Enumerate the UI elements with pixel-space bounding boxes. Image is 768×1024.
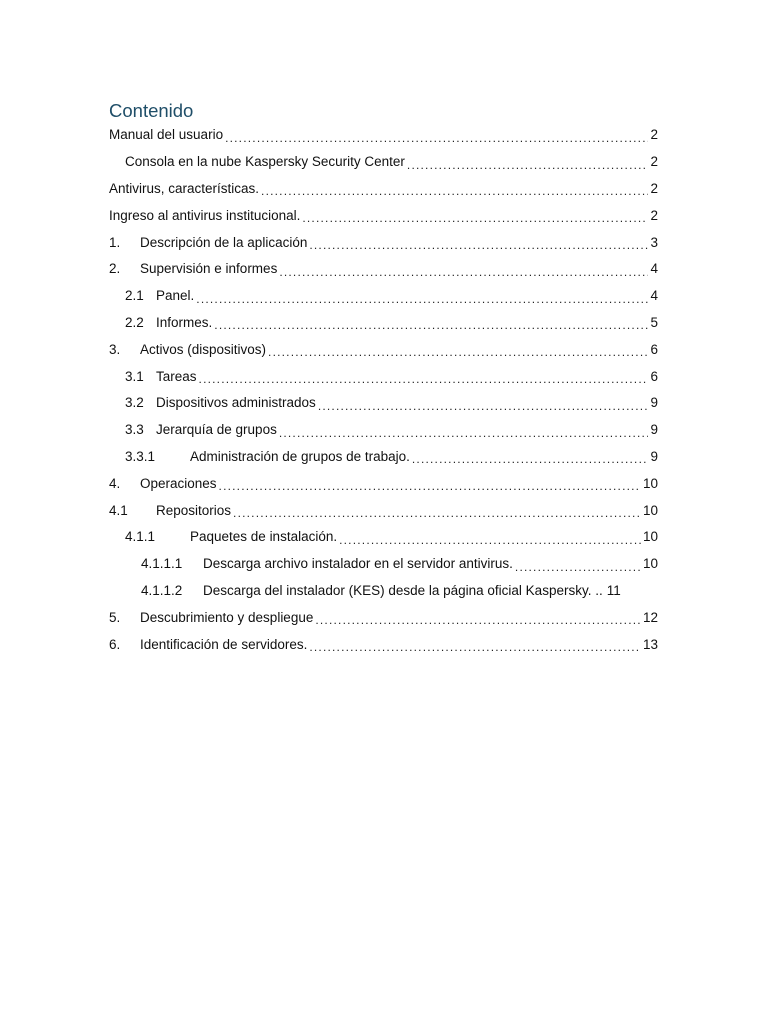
toc-dot-leader <box>309 641 641 653</box>
toc-entry-text: Descarga del instalador (KES) desde la página oficial Kaspersky. .. <box>203 582 603 598</box>
toc-page-number: 9 <box>650 448 658 464</box>
toc-entry-number: 4. <box>109 475 121 491</box>
toc-entry-1[interactable] <box>109 229 658 256</box>
toc-page-number: 3 <box>650 234 658 250</box>
toc-entry-number: 3.1 <box>125 368 144 384</box>
toc-page-number: 2 <box>650 154 658 170</box>
toc-page-number: 10 <box>642 529 658 545</box>
toc-dot-leader <box>214 319 648 331</box>
toc-entry-6[interactable] <box>109 631 658 658</box>
toc-entry-manual-del-usuario[interactable] <box>109 122 658 149</box>
toc-dot-leader <box>279 266 648 278</box>
toc-entry-number: 6. <box>109 636 121 652</box>
toc-entry-consola-nube[interactable] <box>109 149 658 176</box>
toc-dot-leader <box>339 534 641 546</box>
toc-page-number: 11 <box>606 582 621 598</box>
toc-entry-text: Administración de grupos de trabajo. <box>190 448 410 464</box>
toc-page-number: 10 <box>642 556 658 572</box>
toc-entry-2-2[interactable] <box>109 310 658 337</box>
toc-entry-number: 4.1.1 <box>125 529 156 545</box>
toc-entry-2-1[interactable] <box>109 283 658 310</box>
toc-entry-number: 1. <box>109 234 121 250</box>
toc-entry-text: Repositorios <box>156 502 232 518</box>
table-of-contents <box>109 122 658 658</box>
toc-dot-leader <box>196 293 648 305</box>
toc-entry-text: Consola en la nube Kaspersky Security Center <box>125 154 405 170</box>
toc-entry-4-1[interactable] <box>109 497 658 524</box>
toc-page-number: 5 <box>650 314 658 330</box>
toc-entry-text: Jerarquía de grupos <box>156 422 277 438</box>
toc-dot-leader <box>199 373 649 385</box>
toc-entry-2[interactable] <box>109 256 658 283</box>
toc-dot-leader <box>309 239 648 251</box>
toc-page-number: 4 <box>650 288 658 304</box>
toc-entry-text: Dispositivos administrados <box>156 395 316 411</box>
toc-dot-leader <box>233 507 641 519</box>
toc-dot-leader <box>407 159 649 171</box>
toc-entry-text: Activos (dispositivos) <box>140 341 267 357</box>
toc-entry-text: Supervisión e informes <box>140 261 278 277</box>
toc-dot-leader <box>412 453 649 465</box>
toc-entry-text: Antivirus, características. <box>109 180 260 196</box>
toc-dot-leader <box>315 614 641 626</box>
toc-dot-leader <box>219 480 641 492</box>
toc-page-number: 13 <box>642 636 658 652</box>
toc-entry-number: 3.3 <box>125 422 144 438</box>
toc-entry-3-3-1[interactable] <box>109 444 658 471</box>
toc-dot-leader <box>225 132 648 144</box>
toc-entry-number: 4.1 <box>109 502 128 518</box>
toc-entry-text: Paquetes de instalación. <box>190 529 338 545</box>
toc-entry-text: Descubrimiento y despliegue <box>140 609 314 625</box>
toc-page-number: 2 <box>650 127 658 143</box>
toc-entry-text: Descarga archivo instalador en el servidor antivirus. <box>203 556 513 572</box>
toc-entry-number: 2.2 <box>125 314 144 330</box>
toc-entry-antivirus-caracteristicas[interactable] <box>109 176 658 203</box>
toc-page-number: 10 <box>642 502 658 518</box>
toc-entry-text: Manual del usuario <box>109 127 224 143</box>
toc-entry-4-1-1-1[interactable] <box>109 551 658 578</box>
toc-entry-number: 2.1 <box>125 288 144 304</box>
toc-dot-leader <box>318 400 649 412</box>
toc-entry-text: Tareas <box>156 368 197 384</box>
toc-entry-3[interactable] <box>109 336 658 363</box>
toc-dot-leader <box>268 346 648 358</box>
toc-entry-number: 2. <box>109 261 121 277</box>
toc-entry-number: 3.3.1 <box>125 448 156 464</box>
toc-page-number: 4 <box>650 261 658 277</box>
toc-entry-3-1[interactable] <box>109 363 658 390</box>
toc-dot-leader <box>302 212 648 224</box>
toc-entry-4-1-1-2[interactable] <box>109 578 658 605</box>
toc-entry-4[interactable] <box>109 470 658 497</box>
toc-page-number: 12 <box>642 609 658 625</box>
toc-entry-number: 4.1.1.2 <box>141 582 183 598</box>
toc-entry-text: Informes. <box>156 314 213 330</box>
toc-dot-leader <box>261 185 648 197</box>
toc-entry-text: Descripción de la aplicación <box>140 234 308 250</box>
toc-page-number: 10 <box>642 475 658 491</box>
toc-entry-text: Panel. <box>156 288 195 304</box>
toc-page-number: 9 <box>650 422 658 438</box>
toc-entry-3-2[interactable] <box>109 390 658 417</box>
toc-entry-ingreso-antivirus[interactable] <box>109 202 658 229</box>
toc-title: Contenido <box>109 100 194 121</box>
toc-entry-text: Identificación de servidores. <box>140 636 308 652</box>
toc-page-number: 2 <box>650 207 658 223</box>
toc-page-number: 6 <box>650 341 658 357</box>
toc-entry-number: 5. <box>109 609 121 625</box>
toc-entry-number: 3.2 <box>125 395 144 411</box>
toc-entry-5[interactable] <box>109 604 658 631</box>
toc-page-number: 2 <box>650 180 658 196</box>
toc-entry-4-1-1[interactable] <box>109 524 658 551</box>
toc-entry-number: 3. <box>109 341 121 357</box>
toc-dot-leader <box>279 427 649 439</box>
toc-dot-leader <box>515 561 641 573</box>
toc-entry-number: 4.1.1.1 <box>141 556 183 572</box>
toc-entry-3-3[interactable] <box>109 417 658 444</box>
toc-entry-text: Ingreso al antivirus institucional. <box>109 207 301 223</box>
toc-entry-text: Operaciones <box>140 475 217 491</box>
toc-page-number: 9 <box>650 395 658 411</box>
toc-page-number: 6 <box>650 368 658 384</box>
